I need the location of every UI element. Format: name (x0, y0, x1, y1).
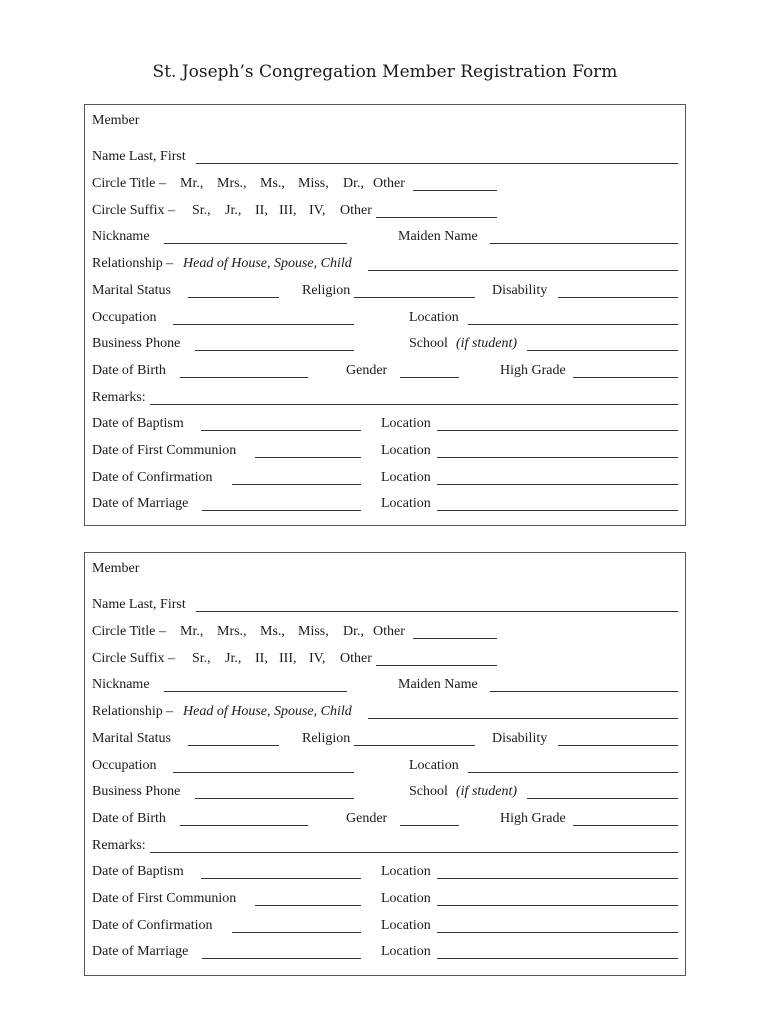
business-phone-row (92, 335, 677, 353)
suffix-option-iii[interactable]: III, (279, 651, 297, 666)
suffix-label: Circle Suffix – (92, 203, 175, 218)
religion-label: Religion (302, 731, 351, 746)
communion-location-field[interactable] (437, 457, 678, 458)
relationship-row (92, 255, 677, 273)
suffix-option-jr[interactable]: Jr., (225, 651, 242, 666)
marriage-label: Date of Marriage (92, 496, 189, 511)
dob-row (92, 362, 677, 380)
title-option-mr[interactable]: Mr., (180, 176, 204, 191)
religion-label: Religion (302, 283, 351, 298)
maiden-name-field[interactable] (490, 243, 678, 244)
confirmation-date-field[interactable] (232, 484, 361, 485)
title-row (92, 175, 677, 193)
school-field[interactable] (527, 798, 678, 799)
dob-field[interactable] (180, 825, 308, 826)
school-note[interactable]: (if student) (456, 784, 518, 799)
title-option-ms[interactable]: Ms., (260, 624, 285, 639)
business-phone-row (92, 783, 677, 801)
baptism-location-field[interactable] (437, 878, 678, 879)
title-option-other[interactable]: Other (373, 624, 405, 639)
maiden-name-label: Maiden Name (398, 677, 478, 692)
title-option-mrs[interactable]: Mrs., (217, 624, 247, 639)
marital-row (92, 730, 677, 748)
nickname-label: Nickname (92, 229, 150, 244)
suffix-label: Circle Suffix – (92, 651, 175, 666)
suffix-row (92, 650, 677, 668)
suffix-other-field[interactable] (376, 665, 497, 666)
baptism-label: Date of Baptism (92, 864, 184, 879)
maiden-name-field[interactable] (490, 691, 678, 692)
marriage-label: Date of Marriage (92, 944, 189, 959)
confirmation-location-label: Location (381, 918, 431, 933)
school-field[interactable] (527, 350, 678, 351)
title-label: Circle Title – (92, 624, 166, 639)
title-option-mr[interactable]: Mr., (180, 624, 204, 639)
baptism-location-label: Location (381, 864, 431, 879)
relationship-label: Relationship – (92, 704, 174, 719)
disability-label: Disability (492, 731, 548, 746)
nickname-row (92, 228, 677, 246)
baptism-location-field[interactable] (437, 430, 678, 431)
remarks-label: Remarks: (92, 390, 146, 405)
high-grade-field[interactable] (573, 825, 678, 826)
title-option-dr[interactable]: Dr., (343, 176, 364, 191)
suffix-option-ii[interactable]: II, (255, 651, 268, 666)
name-field[interactable] (196, 611, 678, 612)
communion-row (92, 890, 677, 908)
high-grade-label: High Grade (500, 363, 566, 378)
baptism-date-field[interactable] (201, 878, 361, 879)
gender-label: Gender (346, 811, 388, 826)
dob-label: Date of Birth (92, 363, 166, 378)
member-form-1 (84, 104, 686, 526)
disability-field[interactable] (558, 297, 678, 298)
communion-date-field[interactable] (255, 457, 361, 458)
confirmation-location-label: Location (381, 470, 431, 485)
marriage-date-field[interactable] (202, 510, 361, 511)
communion-location-field[interactable] (437, 905, 678, 906)
relationship-options[interactable]: Head of House, Spouse, Child (183, 256, 352, 271)
name-row (92, 596, 677, 614)
relationship-row (92, 703, 677, 721)
business-phone-field[interactable] (195, 798, 354, 799)
marriage-row (92, 943, 677, 961)
business-phone-field[interactable] (195, 350, 354, 351)
confirmation-row (92, 469, 677, 487)
marriage-location-field[interactable] (437, 510, 678, 511)
confirmation-date-field[interactable] (232, 932, 361, 933)
gender-field[interactable] (400, 377, 459, 378)
name-label: Name Last, First (92, 597, 186, 612)
dob-row (92, 810, 677, 828)
baptism-row (92, 415, 677, 433)
nickname-row (92, 676, 677, 694)
confirmation-row (92, 917, 677, 935)
member-form-2 (84, 552, 686, 976)
occupation-field[interactable] (173, 772, 354, 773)
confirmation-label: Date of Confirmation (92, 470, 213, 485)
suffix-option-iv[interactable]: IV, (309, 651, 326, 666)
marital-status-label: Marital Status (92, 283, 171, 298)
suffix-option-jr[interactable]: Jr., (225, 203, 242, 218)
marriage-location-label: Location (381, 944, 431, 959)
suffix-option-iv[interactable]: IV, (309, 203, 326, 218)
occupation-location-field[interactable] (468, 324, 678, 325)
page-title: St. Joseph’s Congregation Member Registration Form (152, 62, 618, 82)
remarks-row (92, 837, 677, 855)
religion-field[interactable] (354, 297, 475, 298)
suffix-option-ii[interactable]: II, (255, 203, 268, 218)
school-label: School (409, 336, 448, 351)
high-grade-label: High Grade (500, 811, 566, 826)
title-row (92, 623, 677, 641)
title-other-field[interactable] (413, 190, 497, 191)
religion-field[interactable] (354, 745, 475, 746)
title-option-ms[interactable]: Ms., (260, 176, 285, 191)
high-grade-field[interactable] (573, 377, 678, 378)
name-row (92, 148, 677, 166)
occupation-row (92, 757, 677, 775)
communion-date-field[interactable] (255, 905, 361, 906)
suffix-option-other[interactable]: Other (340, 651, 372, 666)
communion-label: Date of First Communion (92, 891, 237, 906)
title-option-miss[interactable]: Miss, (298, 624, 329, 639)
business-phone-label: Business Phone (92, 784, 181, 799)
occupation-location-field[interactable] (468, 772, 678, 773)
gender-label: Gender (346, 363, 388, 378)
remarks-label: Remarks: (92, 838, 146, 853)
suffix-option-sr[interactable]: Sr., (192, 651, 211, 666)
title-option-other[interactable]: Other (373, 176, 405, 191)
title-option-miss[interactable]: Miss, (298, 176, 329, 191)
occupation-field[interactable] (173, 324, 354, 325)
communion-row (92, 442, 677, 460)
occupation-row (92, 309, 677, 327)
occupation-label: Occupation (92, 758, 157, 773)
member-header (92, 560, 677, 578)
section-header: Member (92, 113, 140, 128)
relationship-field[interactable] (368, 718, 678, 719)
marriage-row (92, 495, 677, 513)
dob-label: Date of Birth (92, 811, 166, 826)
communion-location-label: Location (381, 443, 431, 458)
marital-row (92, 282, 677, 300)
gender-field[interactable] (400, 825, 459, 826)
marital-status-field[interactable] (188, 745, 279, 746)
baptism-row (92, 863, 677, 881)
occupation-location-label: Location (409, 310, 459, 325)
marital-status-field[interactable] (188, 297, 279, 298)
dob-field[interactable] (180, 377, 308, 378)
suffix-row (92, 202, 677, 220)
baptism-label: Date of Baptism (92, 416, 184, 431)
disability-label: Disability (492, 283, 548, 298)
relationship-label: Relationship – (92, 256, 174, 271)
relationship-field[interactable] (368, 270, 678, 271)
relationship-options[interactable]: Head of House, Spouse, Child (183, 704, 352, 719)
title-option-mrs[interactable]: Mrs., (217, 176, 247, 191)
nickname-label: Nickname (92, 677, 150, 692)
remarks-field[interactable] (150, 404, 678, 405)
remarks-field[interactable] (150, 852, 678, 853)
member-header (92, 112, 677, 130)
occupation-label: Occupation (92, 310, 157, 325)
marriage-location-field[interactable] (437, 958, 678, 959)
remarks-row (92, 389, 677, 407)
confirmation-label: Date of Confirmation (92, 918, 213, 933)
suffix-option-iii[interactable]: III, (279, 203, 297, 218)
occupation-location-label: Location (409, 758, 459, 773)
section-header: Member (92, 561, 140, 576)
title-option-dr[interactable]: Dr., (343, 624, 364, 639)
business-phone-label: Business Phone (92, 336, 181, 351)
school-note[interactable]: (if student) (456, 336, 518, 351)
nickname-field[interactable] (164, 691, 347, 692)
title-other-field[interactable] (413, 638, 497, 639)
marriage-date-field[interactable] (202, 958, 361, 959)
maiden-name-label: Maiden Name (398, 229, 478, 244)
marriage-location-label: Location (381, 496, 431, 511)
marital-status-label: Marital Status (92, 731, 171, 746)
suffix-option-sr[interactable]: Sr., (192, 203, 211, 218)
baptism-location-label: Location (381, 416, 431, 431)
disability-field[interactable] (558, 745, 678, 746)
title-label: Circle Title – (92, 176, 166, 191)
baptism-date-field[interactable] (201, 430, 361, 431)
communion-label: Date of First Communion (92, 443, 237, 458)
name-field[interactable] (196, 163, 678, 164)
school-label: School (409, 784, 448, 799)
suffix-other-field[interactable] (376, 217, 497, 218)
confirmation-location-field[interactable] (437, 932, 678, 933)
suffix-option-other[interactable]: Other (340, 203, 372, 218)
confirmation-location-field[interactable] (437, 484, 678, 485)
communion-location-label: Location (381, 891, 431, 906)
name-label: Name Last, First (92, 149, 186, 164)
nickname-field[interactable] (164, 243, 347, 244)
